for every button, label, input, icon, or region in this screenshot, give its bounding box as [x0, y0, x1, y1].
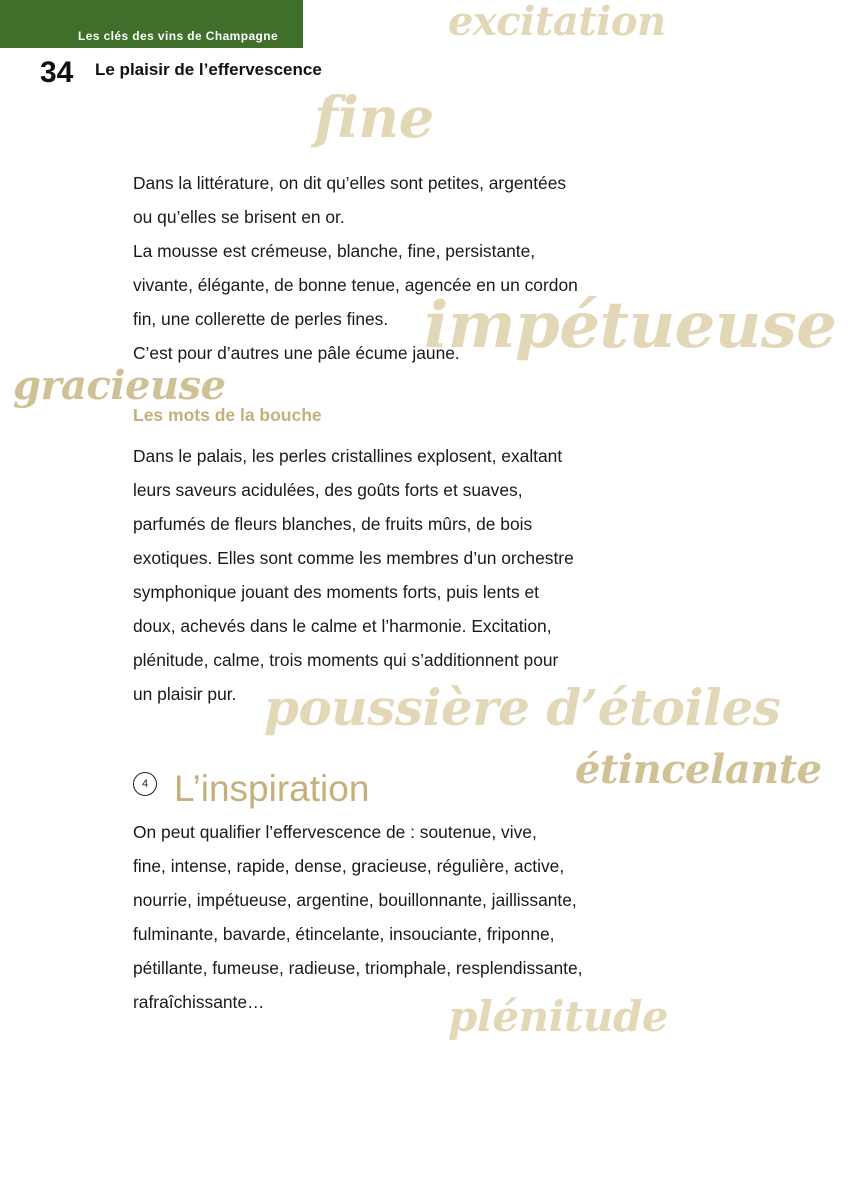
text-line: parfumés de fleurs blanches, de fruits mûrs, de bois: [133, 514, 533, 534]
text-line: nourrie, impétueuse, argentine, bouillonnante, jaillissante,: [133, 890, 577, 910]
text-line: leurs saveurs acidulées, des goûts forts et suaves,: [133, 480, 523, 500]
header-band: [0, 0, 303, 48]
text-line: fin, une collerette de perles fines.: [133, 309, 389, 329]
section-heading: Les mots de la bouche: [133, 405, 322, 425]
section-title-inspiration: L’inspiration: [174, 768, 370, 809]
deco-word-fine: fine: [314, 85, 434, 151]
mouth-paragraph: [133, 439, 693, 711]
text-line: vivante, élégante, de bonne tenue, agencée en un cordon: [133, 275, 578, 295]
text-line: exotiques. Elles sont comme les membres d’un orchestre: [133, 548, 574, 568]
text-line: fulminante, bavarde, étincelante, insouciante, friponne,: [133, 924, 555, 944]
deco-word-impetueuse: impétueuse: [424, 288, 837, 363]
text-line: pétillante, fumeuse, radieuse, triomphale, resplendissante,: [133, 958, 583, 978]
series-title: Les clés des vins de Champagne: [78, 29, 279, 43]
deco-word-excitation: excitation: [448, 0, 666, 45]
text-line: plénitude, calme, trois moments qui s’additionnent pour: [133, 650, 559, 670]
inspiration-paragraph: [133, 815, 693, 1019]
deco-word-poussiere: poussière d’étoiles: [264, 678, 781, 737]
text-line: fine, intense, rapide, dense, gracieuse, régulière, active,: [133, 856, 565, 876]
text-line: doux, achevés dans le calme et l’harmonie. Excitation,: [133, 616, 552, 636]
text-line: On peut qualifier l’effervescence de : soutenue, vive,: [133, 822, 537, 842]
deco-word-etincelante: étincelante: [575, 746, 822, 793]
text-line: symphonique jouant des moments forts, puis lents et: [133, 582, 539, 602]
text-line: rafraîchissante…: [133, 992, 265, 1012]
text-line: un plaisir pur.: [133, 684, 237, 704]
deco-word-gracieuse: gracieuse: [13, 362, 226, 409]
text-line: ou qu’elles se brisent en or.: [133, 207, 345, 227]
deco-word-plenitude: plénitude: [448, 992, 669, 1041]
text-line: Dans le palais, les perles cristallines explosent, exaltant: [133, 446, 563, 466]
page-title: Le plaisir de l’effervescence: [95, 60, 322, 79]
text-line: La mousse est crémeuse, blanche, fine, persistante,: [133, 241, 536, 261]
page-number: 34: [40, 56, 74, 89]
text-line: C’est pour d’autres une pâle écume jaune.: [133, 343, 460, 363]
section-number-badge: 4: [133, 772, 157, 796]
text-line: Dans la littérature, on dit qu’elles sont petites, argentées: [133, 173, 567, 193]
